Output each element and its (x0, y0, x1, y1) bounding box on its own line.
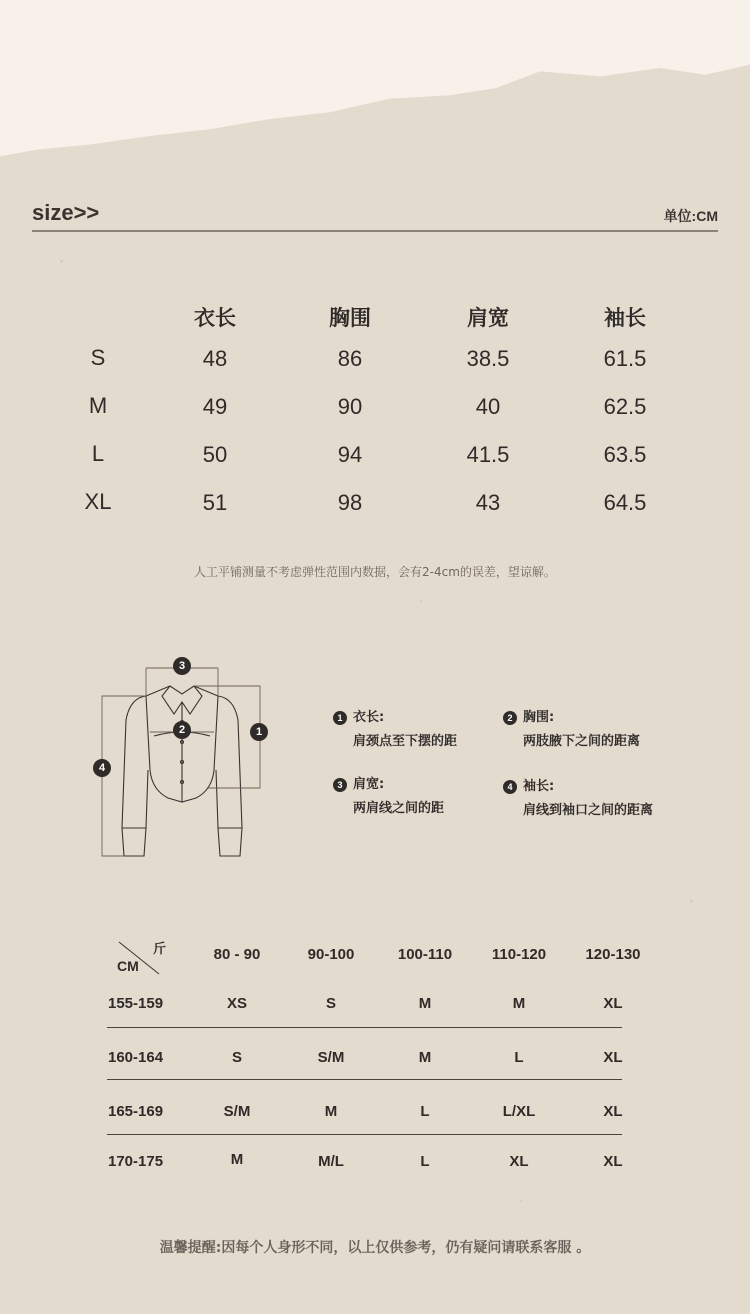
row-divider (107, 1079, 622, 1080)
table-cell: 51 (202, 490, 228, 515)
size-cell: XL (603, 1103, 623, 1120)
size-cell: S/M (317, 1049, 345, 1066)
paper-speck (520, 1200, 522, 1202)
weight-header: 100-110 (397, 946, 453, 963)
size-cell: L (420, 1103, 430, 1120)
paper-speck (420, 600, 422, 602)
unit-label: 单位:CM (663, 208, 718, 224)
legend-marker: 2 (503, 711, 517, 725)
size-cell: XL (603, 1049, 623, 1066)
row-divider (107, 1134, 622, 1135)
size-cell: M (324, 1103, 338, 1120)
table-corner (113, 940, 173, 976)
height-label: 170-175 (108, 1153, 164, 1170)
row-label: S (90, 345, 106, 370)
size-cell: XL (509, 1153, 529, 1170)
col-header-chest: 胸围 (329, 306, 371, 330)
height-label: 165-169 (108, 1103, 164, 1120)
marker-4: 4 (93, 759, 111, 777)
table-cell: 64.5 (603, 490, 647, 515)
size-cell: M/L (318, 1153, 344, 1170)
legend-desc: 肩线到袖口之间的距离 (523, 803, 654, 818)
table-cell: 94 (337, 442, 363, 467)
legend-title: 衣长: (353, 710, 385, 725)
shirt-outline-icon (90, 650, 280, 870)
size-cell: XL (603, 995, 623, 1012)
legend-chest (503, 706, 640, 754)
table-cell: 62.5 (603, 394, 647, 419)
size-cell: L (514, 1049, 524, 1066)
legend-marker: 1 (333, 711, 347, 725)
legend-length (333, 706, 457, 754)
marker-1: 1 (250, 723, 268, 741)
table-cell: 61.5 (603, 346, 647, 371)
size-cell: S/M (223, 1103, 251, 1120)
row-divider (107, 1027, 622, 1028)
height-unit-label: CM (117, 958, 139, 974)
size-cell: M (418, 995, 432, 1012)
col-header-shoulder: 肩宽 (467, 306, 509, 330)
table-cell: 49 (202, 394, 228, 419)
table-cell: 43 (475, 490, 501, 515)
size-cell: M (512, 995, 526, 1012)
row-label: XL (84, 489, 112, 514)
table-cell: 41.5 (466, 442, 510, 467)
legend-desc: 两肩线之间的距 (353, 801, 445, 816)
table-cell: 48 (202, 346, 228, 371)
weight-header: 90-100 (307, 946, 355, 963)
weight-header: 110-120 (491, 946, 547, 963)
size-cell: S (325, 995, 336, 1012)
row-label: M (88, 393, 108, 418)
size-cell: XL (603, 1153, 623, 1170)
table-cell: 98 (337, 490, 363, 515)
section-title: size>> (32, 200, 100, 225)
col-header-sleeve: 袖长 (604, 306, 646, 330)
legend-title: 袖长: (523, 779, 555, 794)
table-cell: 50 (202, 442, 228, 467)
size-cell: S (231, 1049, 242, 1066)
legend-sleeve (503, 775, 653, 823)
weight-header: 120-130 (585, 946, 641, 963)
size-cell: L/XL (502, 1103, 536, 1120)
col-header-length: 衣长 (194, 306, 236, 330)
footer-note: 温馨提醒:因每个人身形不同，以上仅供参考，仍有疑问请联系客服 。 (159, 1240, 591, 1256)
size-cell: L (420, 1153, 430, 1170)
legend-shoulder (333, 773, 444, 821)
size-header (32, 200, 718, 232)
size-cell: M (418, 1049, 432, 1066)
torn-paper-top (0, 0, 750, 170)
paper-speck (690, 900, 693, 903)
height-label: 155-159 (108, 995, 164, 1012)
table-cell: 40 (475, 394, 501, 419)
table-cell: 38.5 (466, 346, 510, 371)
legend-desc: 肩颈点至下摆的距 (353, 734, 458, 749)
weight-header: 80 - 90 (213, 946, 261, 963)
size-cell: M (230, 1151, 244, 1168)
weight-unit-label: 斤 (153, 942, 167, 957)
legend-title: 胸围: (523, 710, 555, 725)
legend-title: 肩宽: (353, 777, 385, 792)
legend-marker: 3 (333, 778, 347, 792)
table-cell: 86 (337, 346, 363, 371)
table-cell: 63.5 (603, 442, 647, 467)
height-label: 160-164 (108, 1049, 164, 1066)
legend-marker: 4 (503, 780, 517, 794)
size-cell: XS (226, 995, 247, 1012)
measurement-note: 人工平铺测量不考虑弹性范围内数据，会有2-4cm的误差，望谅解。 (194, 565, 556, 579)
marker-3: 3 (173, 657, 191, 675)
paper-speck (60, 260, 63, 263)
row-label: L (91, 441, 105, 466)
legend-desc: 两肢腋下之间的距离 (523, 734, 641, 749)
table-cell: 90 (337, 394, 363, 419)
marker-2: 2 (173, 721, 191, 739)
shirt-diagram (90, 650, 280, 870)
